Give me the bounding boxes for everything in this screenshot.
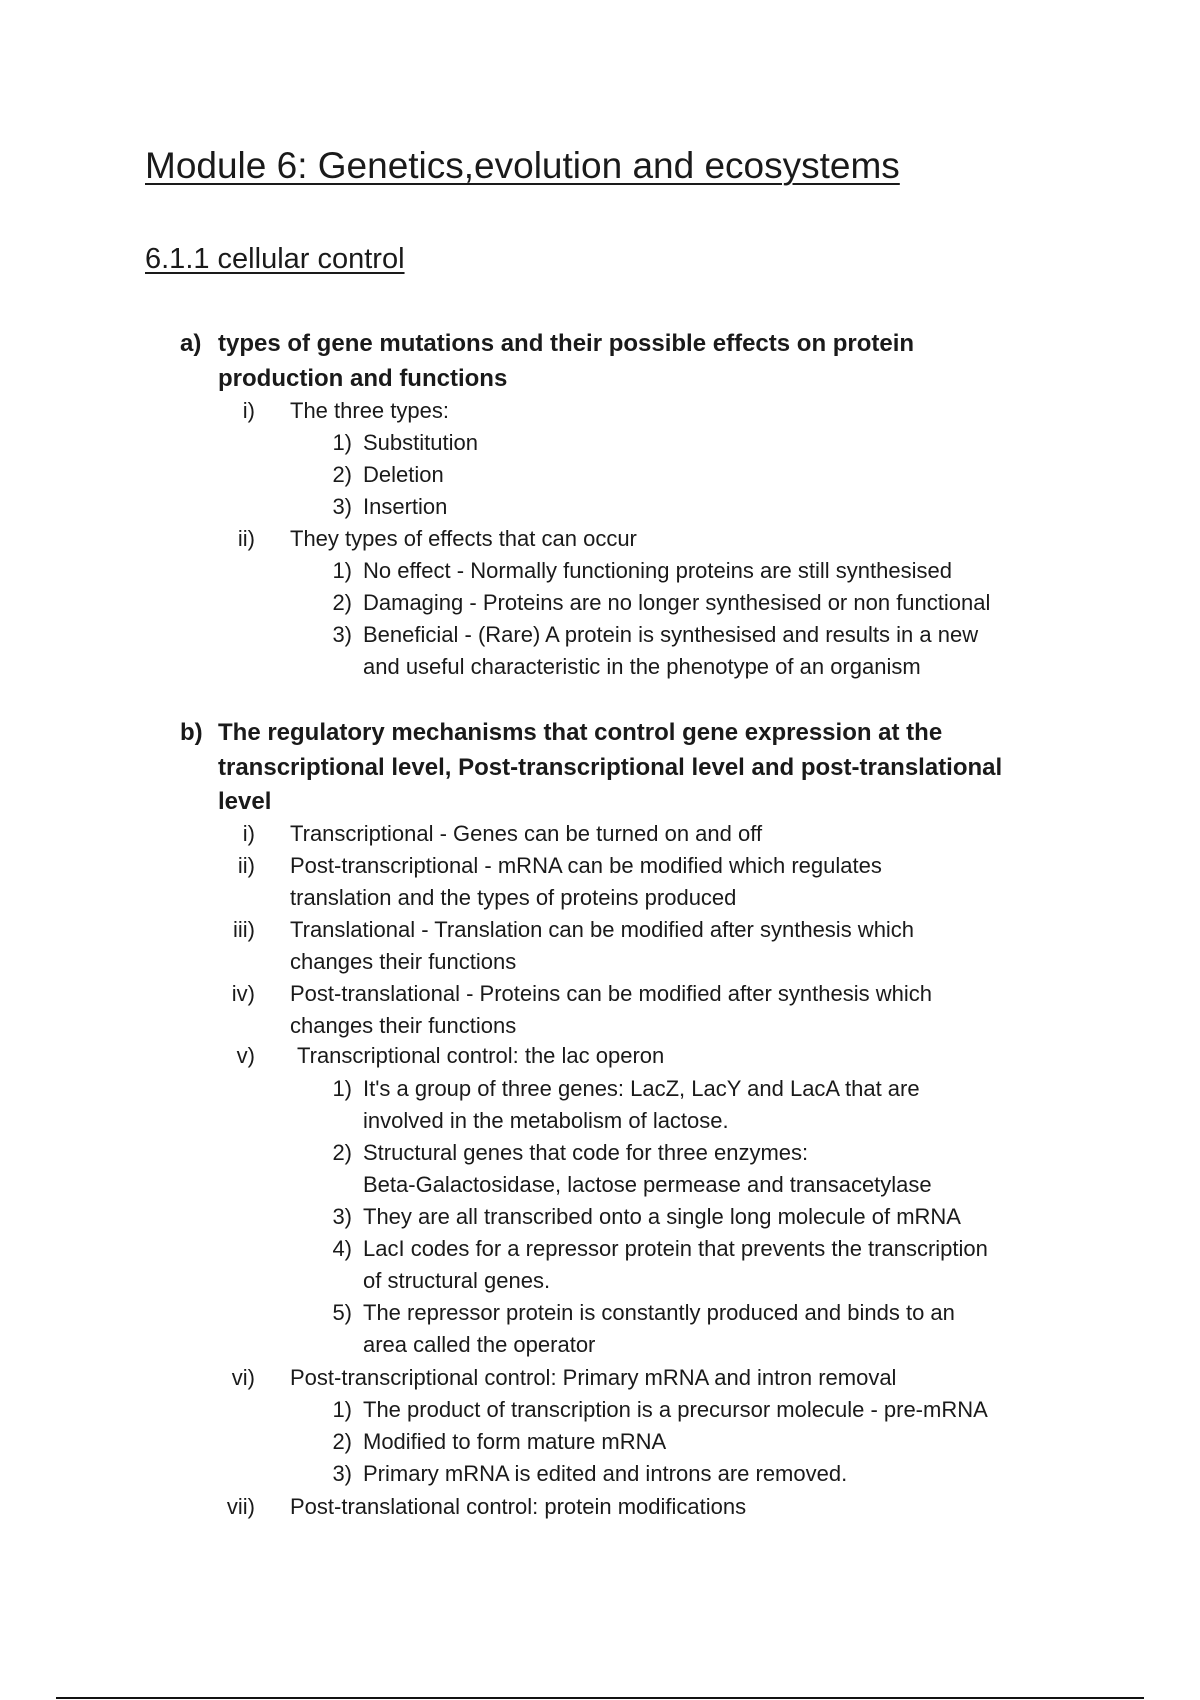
list-item: Post-translational - Proteins can be modified after synthesis which (290, 981, 932, 1006)
sublist-item-marker: 2) (332, 462, 352, 487)
sublist-item: It's a group of three genes: LacZ, LacY and LacA that are (363, 1076, 920, 1101)
sublist-item-marker: 3) (332, 1461, 352, 1486)
list-item: Transcriptional control: the lac operon (297, 1043, 665, 1068)
list-item: Post-transcriptional control: Primary mRNA and intron removal (290, 1365, 897, 1390)
section-a-heading: types of gene mutations and their possible effects on protein production and functions (218, 330, 915, 392)
list-item: Post-translational control: protein modifications (290, 1494, 747, 1519)
list-item: Post-transcriptional - mRNA can be modified which regulates (290, 853, 882, 878)
list-item: Transcriptional - Genes can be turned on and off (290, 821, 763, 846)
section-b-heading: The regulatory mechanisms that control gene expression at the transcriptional level, Post-transcriptional level and post-translational level (218, 719, 1003, 815)
list-item: Translational - Translation can be modified after synthesis which (290, 917, 915, 942)
list-item-marker: iii) (233, 917, 255, 942)
list-item-continuation: translation and the types of proteins produced (290, 885, 737, 910)
sublist-item-marker: 3) (332, 622, 352, 647)
section-b-marker: b) (180, 719, 203, 746)
sublist-item-marker: 3) (332, 494, 352, 519)
sublist-item: No effect - Normally functioning proteins are still synthesised (363, 558, 952, 583)
sublist-item-marker: 1) (332, 430, 352, 455)
list-item-marker: v) (236, 1043, 255, 1068)
sublist-item: Substitution (363, 430, 478, 455)
sublist-item-marker: 5) (332, 1300, 352, 1325)
sublist-item: The repressor protein is constantly produced and binds to an (363, 1300, 955, 1325)
sublist-item-marker: 1) (332, 1076, 352, 1101)
sublist-item-continuation: and useful characteristic in the phenotype of an organism (363, 654, 921, 679)
sublist-item-continuation: of structural genes. (363, 1268, 551, 1293)
list-item-marker: vi) (231, 1365, 255, 1390)
sublist-item: Modified to form mature mRNA (363, 1429, 667, 1454)
list-item-marker: iv) (231, 981, 255, 1006)
sublist-item-marker: 4) (332, 1236, 352, 1261)
bottom-divider (56, 1697, 1144, 1699)
sublist-item: They are all transcribed onto a single long molecule of mRNA (363, 1204, 961, 1229)
list-item-marker: vii) (226, 1494, 255, 1519)
list-item-continuation: changes their functions (290, 1013, 517, 1038)
list-item: They types of effects that can occur (290, 526, 637, 551)
list-item-continuation: changes their functions (290, 949, 517, 974)
sublist-item: Primary mRNA is edited and introns are removed. (363, 1461, 848, 1486)
list-item-marker: i) (242, 821, 255, 846)
list-item: The three types: (290, 398, 449, 423)
sublist-item-marker: 3) (332, 1204, 352, 1229)
sublist-item: LacI codes for a repressor protein that prevents the transcription (363, 1236, 988, 1261)
sublist-item-continuation: Beta-Galactosidase, lactose permease and transacetylase (363, 1172, 932, 1197)
sublist-item-continuation: area called the operator (363, 1332, 596, 1357)
sublist-item: Structural genes that code for three enzymes: (363, 1140, 809, 1165)
sublist-item-marker: 2) (332, 590, 352, 615)
list-item-marker: ii) (237, 853, 255, 878)
sublist-item-marker: 1) (332, 1397, 352, 1422)
sublist-item-continuation: involved in the metabolism of lactose. (363, 1108, 729, 1133)
sublist-item-marker: 2) (332, 1140, 352, 1165)
sublist-item-marker: 1) (332, 558, 352, 583)
sublist-item: Insertion (363, 494, 448, 519)
sublist-item: Deletion (363, 462, 444, 487)
sublist-item: The product of transcription is a precursor molecule - pre-mRNA (363, 1397, 988, 1422)
sublist-item: Beneficial - (Rare) A protein is synthesised and results in a new (363, 622, 979, 647)
sublist-item-marker: 2) (332, 1429, 352, 1454)
section-a-marker: a) (180, 330, 202, 357)
section-subtitle: 6.1.1 cellular control (145, 243, 405, 275)
page-title: Module 6: Genetics,evolution and ecosystems (145, 145, 900, 186)
list-item-marker: ii) (237, 526, 255, 551)
list-item-marker: i) (242, 398, 255, 423)
sublist-item: Damaging - Proteins are no longer synthesised or non functional (363, 590, 991, 615)
